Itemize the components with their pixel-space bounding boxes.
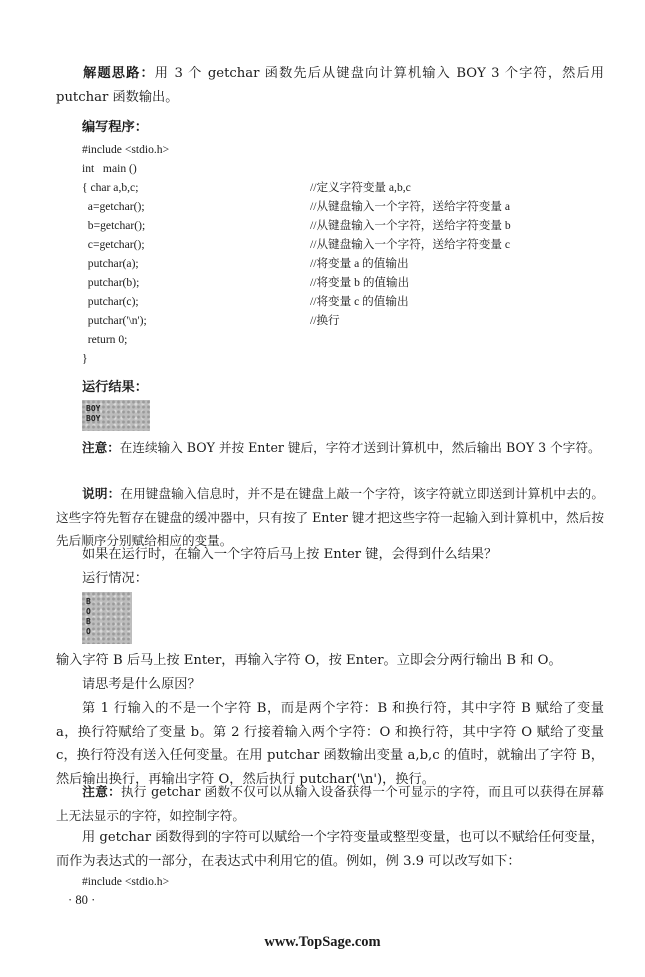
footer-watermark: www.TopSage.com	[264, 934, 381, 950]
code-tail	[82, 872, 582, 891]
code-line	[82, 349, 582, 368]
result-heading: 运行结果：	[82, 380, 148, 395]
reason-paragraph: 第 1 行输入的不是一个字符 B，而是两个字符：B 和换行符，其中字符 B 赋给了变量 a，换行符赋给了变量 b。第 2 行接着输入两个字符：O 和换行符，其中字符 O 赋给了变量 c，换行符没有送入任何变量。在用 putchar 函数输出变量 a,b,c 的值时，就输出了字符 B，然后输出换行，再输出字符 O，然后执行 putchar('\n')，换行。	[56, 701, 604, 787]
screenshot-line: O	[86, 627, 91, 636]
code-line	[82, 254, 582, 273]
code-comment: //将变量 c 的值输出	[310, 295, 409, 308]
input-description: 输入字符 B 后马上按 Enter，再输入字符 O，按 Enter。立即会分两行输出 B 和 O。	[56, 653, 562, 668]
note-paragraph-1	[56, 436, 604, 460]
program-heading: 编写程序：	[82, 120, 148, 135]
code-line	[82, 140, 582, 159]
code-text: }	[82, 352, 88, 365]
code-text: b=getchar();	[82, 219, 146, 232]
code-text: putchar(b);	[82, 276, 140, 289]
code-text: putchar(c);	[82, 295, 139, 308]
note-paragraph-2	[56, 780, 604, 827]
code-comment: //将变量 a 的值输出	[310, 257, 409, 270]
note1-label: 注意：	[82, 440, 120, 455]
code-line	[82, 273, 582, 292]
code-text: putchar(a);	[82, 257, 139, 270]
code-line	[82, 178, 582, 197]
run-situation-screenshot	[82, 592, 132, 644]
explanation-text: 在用键盘输入信息时，并不是在键盘上敲一个字符，该字符就立即送到计算机中去的。这些字符先暂存在键盘的缓冲器中，只有按了 Enter 键才把这些字符一起输入到计算机中，然后按先后顺序分别赋给相应的变量。	[56, 486, 605, 548]
screenshot-line: BOY	[86, 414, 101, 423]
code-text: { char a,b,c;	[82, 181, 139, 194]
code-line	[82, 292, 582, 311]
think-question: 请思考是什么原因？	[82, 677, 201, 692]
screenshot-line: B	[86, 617, 91, 626]
approach-paragraph	[56, 62, 604, 109]
code-comment: //将变量 b 的值输出	[310, 276, 410, 289]
code-comment: //从键盘输入一个字符，送给字符变量 c	[310, 238, 510, 251]
code-text: #include <stdio.h>	[82, 143, 170, 156]
page-number: · 80 ·	[68, 893, 96, 907]
code-text: a=getchar();	[82, 200, 145, 213]
screenshot-line: O	[86, 607, 91, 616]
code-block	[82, 140, 582, 368]
code-line	[82, 330, 582, 349]
assign-paragraph: 用 getchar 函数得到的字符可以赋给一个字符变量或整型变量，也可以不赋给任何变量，而作为表达式的一部分，在表达式中利用它的值。例如，例 3.9 可以改写如下：	[56, 830, 604, 869]
run-result-screenshot	[82, 400, 150, 431]
explanation-paragraph	[56, 482, 604, 553]
note2-label: 注意：	[82, 784, 121, 799]
note1-text: 在连续输入 BOY 并按 Enter 键后，字符才送到计算机中，然后输出 BOY 3 个字符。	[119, 440, 601, 455]
approach-label: 解题思路：	[82, 66, 155, 81]
code-line: #include <stdio.h>	[82, 875, 170, 888]
code-text: return 0;	[82, 333, 128, 346]
code-comment: //定义字符变量 a,b,c	[310, 181, 411, 194]
explanation-label: 说明：	[82, 486, 121, 501]
question-paragraph: 如果在运行时，在输入一个字符后马上按 Enter 键，会得到什么结果？	[82, 547, 498, 562]
code-line	[82, 216, 582, 235]
note2-text: 执行 getchar 函数不仅可以从输入设备获得一个可显示的字符，而且可以获得在屏幕上无法显示的字符，如控制字符。	[56, 784, 605, 823]
code-line	[82, 235, 582, 254]
code-comment: //从键盘输入一个字符，送给字符变量 a	[310, 200, 510, 213]
code-line	[82, 197, 582, 216]
code-line	[82, 311, 582, 330]
code-line	[82, 159, 582, 178]
screenshot-line: BOY	[86, 404, 101, 413]
screenshot-line: B	[86, 597, 91, 606]
run-situation-label: 运行情况：	[82, 571, 148, 586]
code-text: int main ()	[82, 162, 137, 175]
code-text: c=getchar();	[82, 238, 145, 251]
code-comment: //换行	[310, 314, 340, 327]
approach-text: 用 3 个 getchar 函数先后从键盘向计算机输入 BOY 3 个字符，然后用 putchar 函数输出。	[56, 66, 604, 105]
code-text: putchar('\n');	[82, 314, 147, 327]
code-comment: //从键盘输入一个字符，送给字符变量 b	[310, 219, 511, 232]
